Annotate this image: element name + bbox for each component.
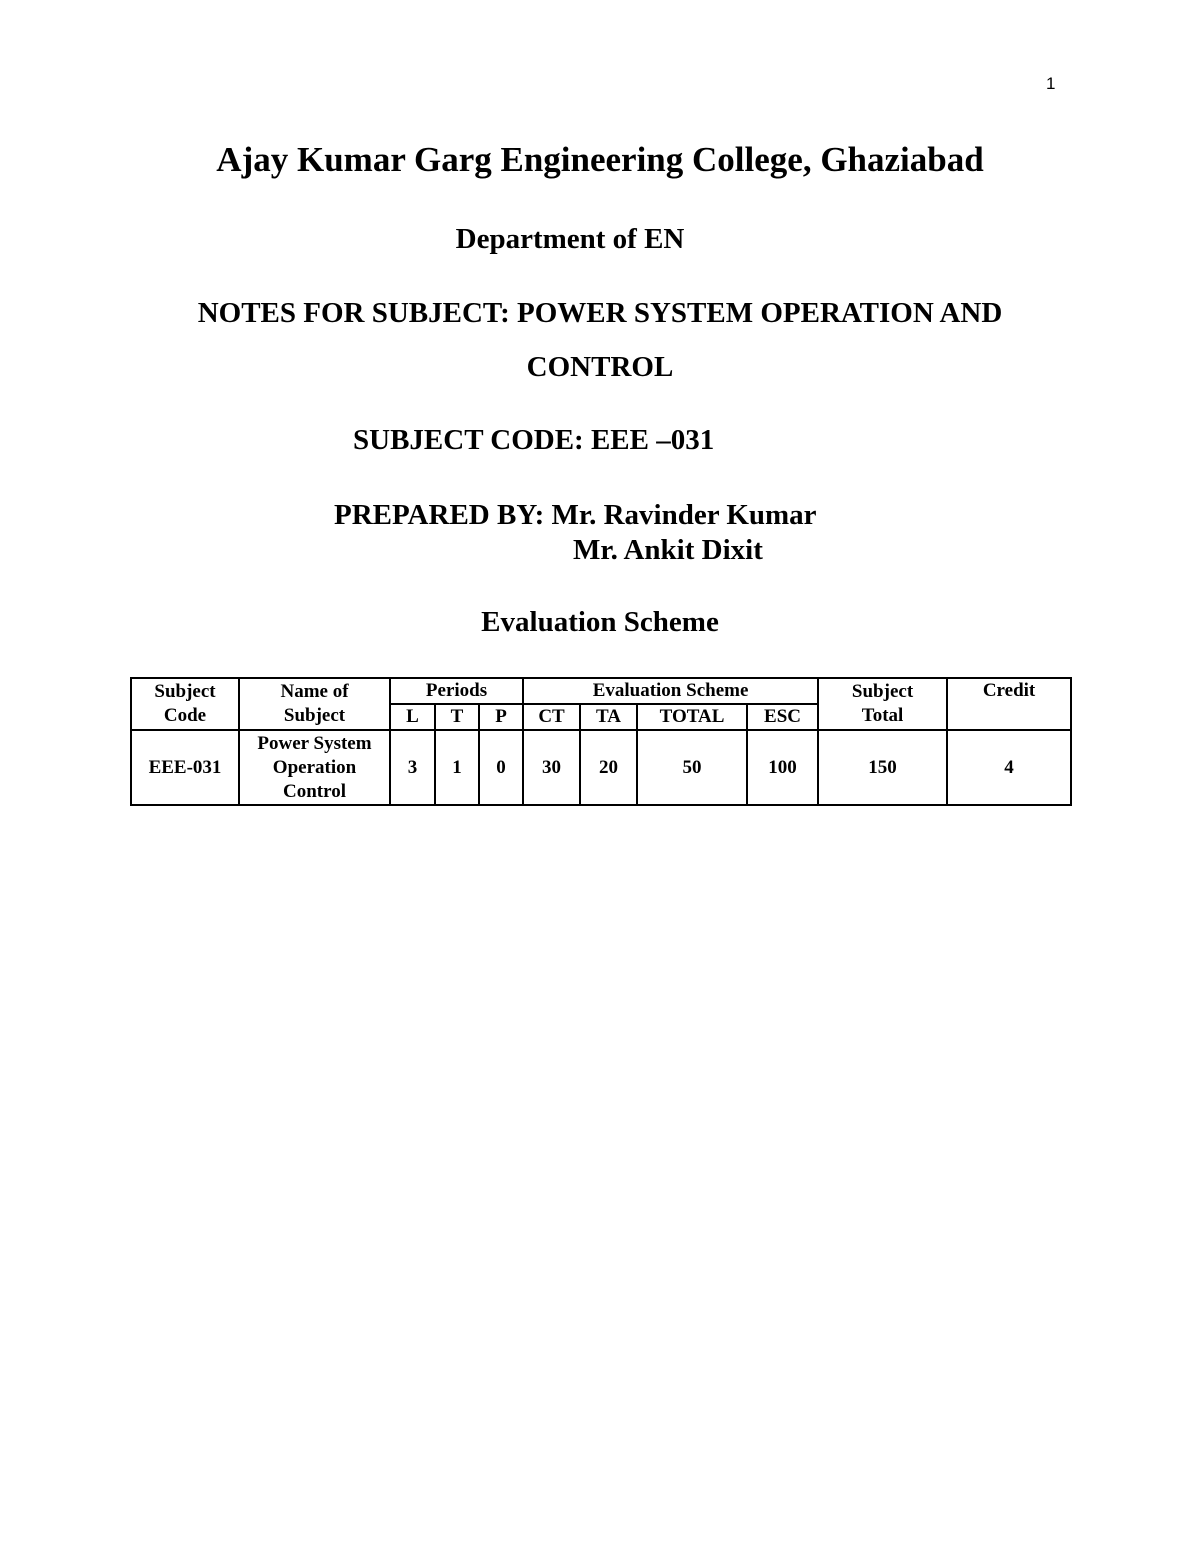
header-period-l: L: [390, 704, 435, 730]
cell-period-t: 1: [435, 730, 479, 805]
header-eval-total: TOTAL: [637, 704, 747, 730]
cell-subject-name-line2: Operation: [272, 756, 357, 778]
header-eval-esc: ESC: [747, 704, 818, 730]
cell-subject-code: EEE-031: [131, 730, 239, 805]
table-row: [131, 730, 1071, 805]
cell-eval-total: 50: [637, 730, 747, 805]
cell-eval-ct: 30: [523, 730, 580, 805]
header-name-line2: Subject: [283, 705, 346, 726]
header-period-t: T: [435, 704, 479, 730]
subject-code-line: SUBJECT CODE: EEE –031: [353, 424, 715, 456]
cell-subject-name-line3: Control: [283, 780, 346, 802]
header-credit: Credit: [947, 678, 1071, 730]
notes-subject-heading-continued: CONTROL: [526, 351, 674, 383]
header-period-p: P: [479, 704, 523, 730]
table-header-row: [131, 678, 1071, 704]
header-subject-total: [818, 678, 947, 730]
prepared-by-second-author: Mr. Ankit Dixit: [573, 534, 763, 566]
cell-subject-name: [239, 730, 390, 805]
header-eval-ta: TA: [580, 704, 637, 730]
header-name-of-subject: [239, 678, 390, 730]
college-title: Ajay Kumar Garg Engineering College, Ghaziabad: [216, 140, 984, 179]
prepared-by-line: PREPARED BY: Mr. Ravinder Kumar: [334, 499, 817, 531]
evaluation-scheme-title: Evaluation Scheme: [481, 606, 719, 638]
department-heading: Department of EN: [455, 223, 685, 255]
cell-subject-name-line1: Power System: [257, 732, 372, 754]
cell-eval-ta: 20: [580, 730, 637, 805]
header-subject-total-line2: Total: [861, 705, 904, 726]
cell-credit: 4: [947, 730, 1071, 805]
notes-subject-heading: NOTES FOR SUBJECT: POWER SYSTEM OPERATION AND: [197, 297, 1003, 329]
header-name-line1: Name of: [280, 681, 349, 702]
header-subject-code-line2: Code: [163, 705, 207, 726]
cell-period-l: 3: [390, 730, 435, 805]
cell-eval-esc: 100: [747, 730, 818, 805]
header-subject-code-line1: Subject: [154, 681, 216, 702]
header-evaluation-scheme: Evaluation Scheme: [523, 678, 818, 704]
header-subject-code: [131, 678, 239, 730]
page-number: 1: [1046, 74, 1056, 93]
cell-period-p: 0: [479, 730, 523, 805]
header-eval-ct: CT: [523, 704, 580, 730]
header-subject-total-line1: Subject: [851, 681, 914, 702]
evaluation-scheme-table: [130, 677, 1072, 806]
header-periods: Periods: [390, 678, 523, 704]
cell-subject-total: 150: [818, 730, 947, 805]
